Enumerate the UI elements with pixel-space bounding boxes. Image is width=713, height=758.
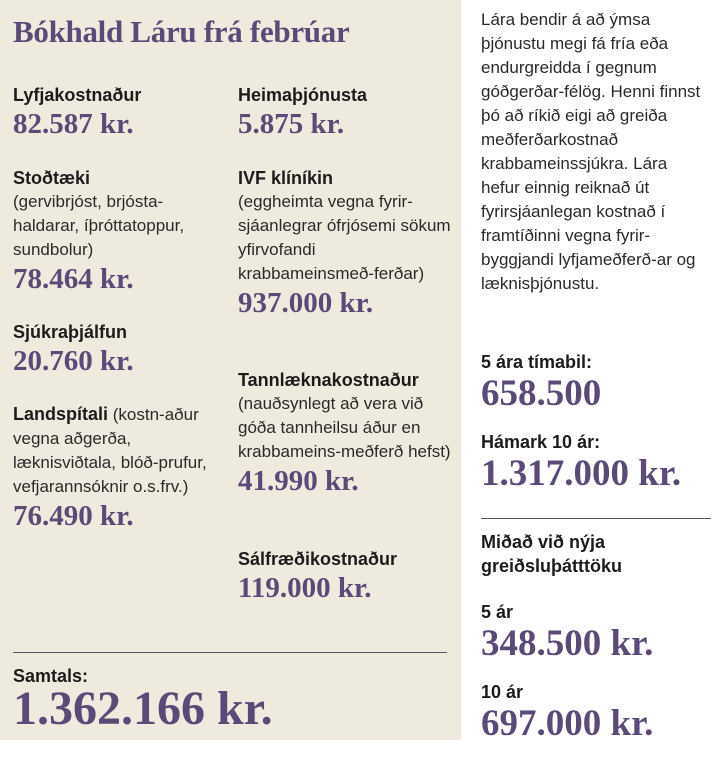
panel-title: Bókhald Láru frá febrúar xyxy=(13,14,350,49)
expense-label: IVF klíníkin xyxy=(238,168,334,188)
projection-10-years xyxy=(481,430,709,494)
expense-amount: 78.464 kr. xyxy=(13,263,134,295)
new-payment-amount: 697.000 kr. xyxy=(481,703,654,744)
new-payment-heading xyxy=(481,530,709,578)
expense-note: (gervibrjóst, brjósta-haldarar, íþróttatoppur, sundbolur) xyxy=(13,192,185,259)
expense-note: (eggheimta vegna fyrir-sjáanlegrar ófrjósemi sökum yfirvofandi krabbameinsmeð-ferðar) xyxy=(238,192,451,283)
new-payment-label: 5 ár xyxy=(481,602,514,622)
expense-amount: 5.875 kr. xyxy=(238,108,345,140)
expense-label: Sálfræðikostnaður xyxy=(238,549,398,569)
expense-amount: 82.587 kr. xyxy=(13,108,134,140)
total-amount: 1.362.166 kr. xyxy=(13,682,273,735)
expense-item-dental xyxy=(238,368,456,498)
projection-amount: 1.317.000 kr. xyxy=(481,453,682,494)
projection-amount: 658.500 xyxy=(481,373,602,414)
projection-label: Hámark 10 ár: xyxy=(481,432,601,452)
new-payment-5-years xyxy=(481,600,709,664)
expense-label: Sjúkraþjálfun xyxy=(13,322,128,342)
expense-note-text: (kostn-aður vegna aðgerða, læknisviðtala, blóð-prufur, vefjarannsóknir o.s.frv.) xyxy=(13,405,207,496)
expense-label: Heimaþjónusta xyxy=(238,85,368,105)
projection-label: 5 ára tímabil: xyxy=(481,352,593,372)
expense-item-psychology xyxy=(238,547,456,605)
side-divider xyxy=(481,518,711,519)
expense-amount: 76.490 kr. xyxy=(13,500,134,532)
expense-label: Tannlæknakostnaður xyxy=(238,370,419,390)
side-paragraph: Lára bendir á að ýmsa þjónustu megi fá fría eða endurgreidda í gegnum góðgerðar-félög. Henni finnst þó að ríkið eigi að greiða meðferðarkostnað krabbameinssjúkra. Lára hefur einnig reiknað út fyrirsjáanlegan kostnað í framtíðinni vegna fyrir-byggjandi lyfjameðferð-ar og læknisþjónustu. xyxy=(481,10,701,293)
total-divider xyxy=(13,652,447,653)
expense-item-home-care xyxy=(238,83,456,141)
expense-item-ivf xyxy=(238,166,456,320)
new-payment-amount: 348.500 kr. xyxy=(481,623,654,664)
expense-item-hospital xyxy=(13,402,221,533)
expense-amount: 41.990 kr. xyxy=(238,465,359,497)
expense-label: Landspítali xyxy=(13,404,109,424)
projection-5-years xyxy=(481,350,709,414)
total-label: Samtals: xyxy=(13,666,89,686)
expense-amount: 20.760 kr. xyxy=(13,345,134,377)
expense-label: Lyfjakostnaður xyxy=(13,85,142,105)
new-payment-label: 10 ár xyxy=(481,682,524,702)
new-payment-title: Miðað við nýja greiðsluþátttöku xyxy=(481,532,623,576)
expense-amount: 937.000 kr. xyxy=(238,287,374,319)
expense-amount: 119.000 kr. xyxy=(238,572,372,604)
expense-item-medication xyxy=(13,83,221,141)
expense-item-physio xyxy=(13,320,221,378)
expense-note xyxy=(13,402,221,499)
expense-note: (nauðsynlegt að vera við góða tannheilsu áður en krabbameins-meðferð hefst) xyxy=(238,394,451,461)
expense-item-aids xyxy=(13,166,221,296)
expense-label: Stoðtæki xyxy=(13,168,91,188)
new-payment-10-years xyxy=(481,680,709,744)
